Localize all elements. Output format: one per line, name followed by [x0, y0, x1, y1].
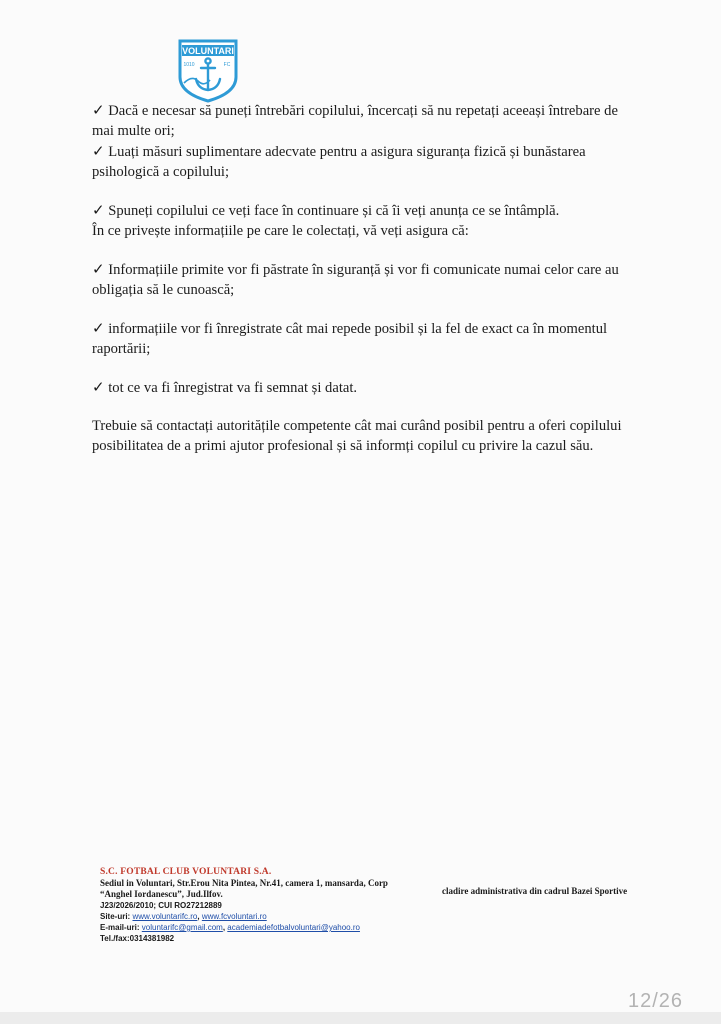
check-icon: ✓	[92, 201, 105, 219]
club-logo	[176, 37, 240, 103]
bullet-text: Dacă e necesar să puneți întrebări copilului, încercați să nu repetați aceeași întrebare de mai multe ori;	[92, 103, 618, 139]
check-icon: ✓	[92, 142, 105, 160]
footer-phone: Tel./fax:0314381982	[100, 934, 175, 943]
footer-company: S.C. FOTBAL CLUB VOLUNTARI S.A.	[100, 867, 272, 877]
footer-registration: J23/2026/2010; CUI RO27212889	[100, 901, 222, 910]
viewer-bottom-bar	[0, 1012, 721, 1024]
footer-sites: Site-uri: www.voluntarifc.ro, www.fcvoluntari.ro	[100, 912, 267, 921]
check-icon: ✓	[92, 378, 105, 396]
email-label: E-mail-uri:	[100, 923, 140, 932]
footer-emails: E-mail-uri: voluntarifc@gmail.com, academiadefotbalvoluntari@yahoo.ro	[100, 923, 360, 932]
logo-name-text: VOLUNTARI	[182, 46, 234, 56]
bullet-item	[92, 259, 622, 300]
site-link-1[interactable]: www.voluntarifc.ro	[132, 912, 198, 921]
bullet-text: tot ce va fi înregistrat va fi semnat și datat.	[108, 380, 358, 396]
bullet-text: Luați măsuri suplimentare adecvate pentru a asigura siguranța fizică și bunăstarea psihologică a copilului;	[92, 144, 586, 180]
bullet-text: Informațiile primite vor fi păstrate în siguranță și vor fi comunicate numai celor care au obligația să le cunoască;	[92, 262, 619, 298]
sites-label: Site-uri:	[100, 912, 131, 921]
paragraph: În ce privește informațiile pe care le colectați, vă veți asigura că:	[92, 223, 469, 239]
document-footer	[100, 866, 660, 944]
check-icon: ✓	[92, 101, 105, 119]
paragraph: Trebuie să contactați autoritățile competente cât mai curând posibil pentru a oferi copilului posibilitatea de a primi ajutor profesional și să informți copilul cu privire la cazul său.	[92, 418, 622, 454]
site-link-2[interactable]: www.fcvoluntari.ro	[201, 912, 267, 921]
page-indicator: 12/26	[628, 990, 684, 1012]
bullet-item	[92, 200, 622, 221]
bullet-item	[92, 318, 622, 359]
logo-year-text: 1010	[183, 62, 195, 68]
email-link-2[interactable]: academiadefotbalvoluntari@yahoo.ro	[227, 923, 360, 932]
email-link-1[interactable]: voluntarifc@gmail.com	[141, 923, 223, 932]
footer-right-note: cladire administrativa din cadrul Bazei Sportive	[442, 886, 628, 896]
bullet-item	[92, 100, 622, 141]
bullet-text: Spuneți copilului ce veți face în continuare și că îi veți anunța ce se întâmplă.	[108, 203, 560, 219]
document-body	[92, 100, 622, 456]
check-icon: ✓	[92, 319, 105, 337]
check-icon: ✓	[92, 260, 105, 278]
bullet-text: informațiile vor fi înregistrate cât mai repede posibil și la fel de exact ca în momentul raportării;	[92, 321, 608, 357]
footer-address: Sediul in Voluntari, Str.Erou Nita Pintea, Nr.41, camera 1, mansarda, Corp “Anghel Iordanescu”, Jud.Ilfov.	[100, 878, 388, 899]
logo-suffix-text: FC	[223, 62, 231, 68]
bullet-item	[92, 141, 622, 182]
bullet-item	[92, 377, 622, 398]
